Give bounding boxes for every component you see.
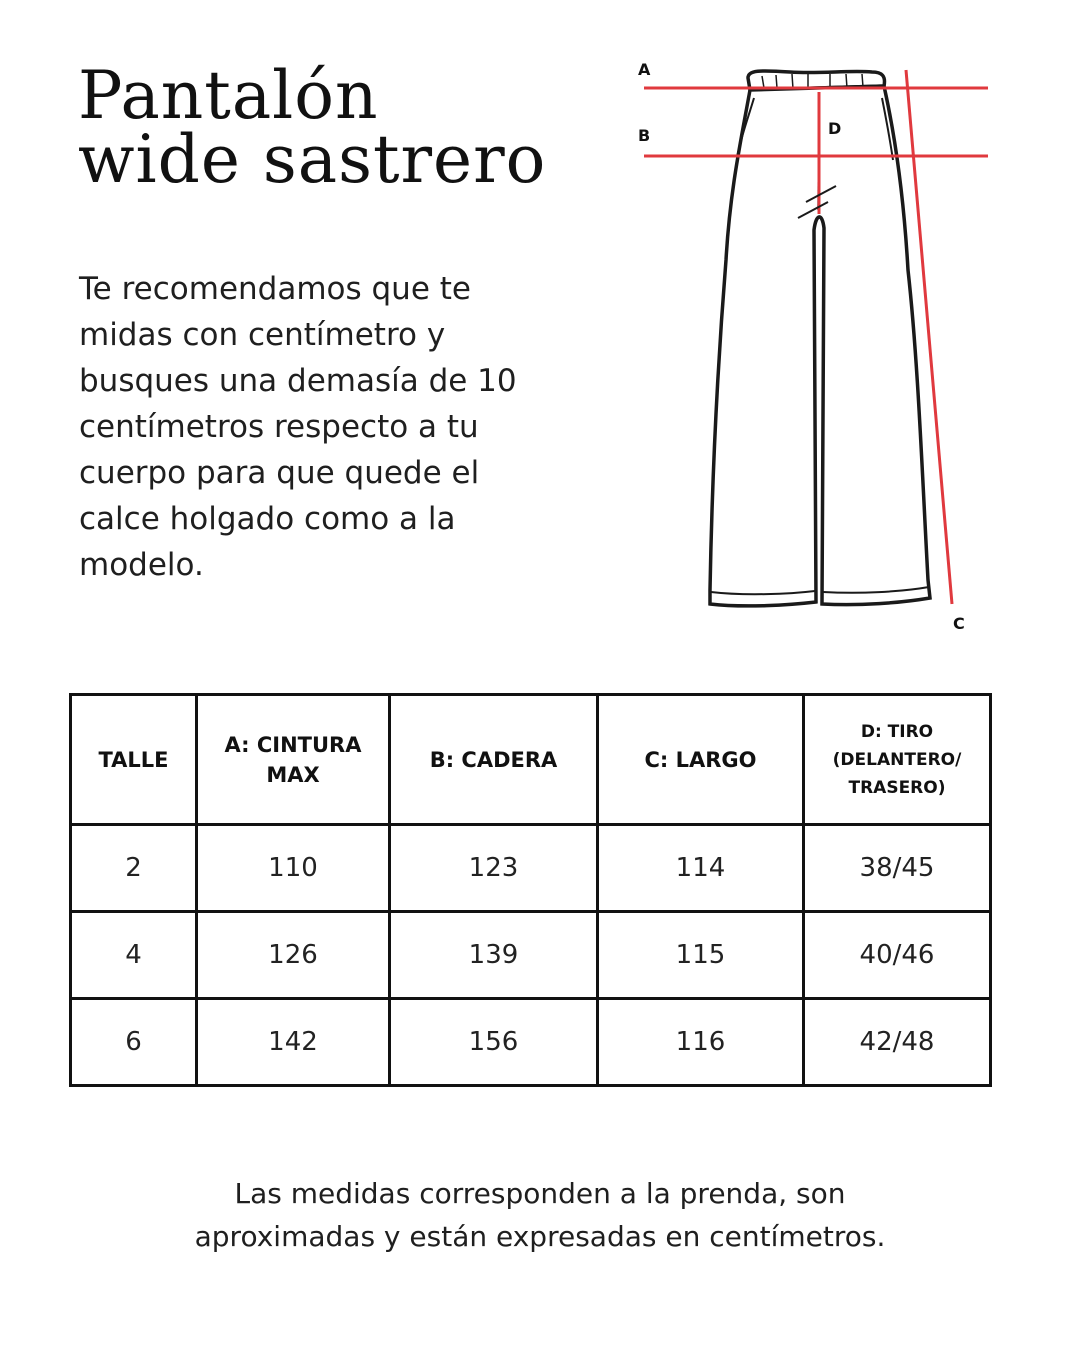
header-tiro: D: TIRO (DELANTERO/ TRASERO) — [804, 695, 991, 825]
cell-cintura: 142 — [197, 999, 390, 1086]
label-c: C — [953, 614, 965, 633]
table-row — [71, 825, 991, 912]
cell-cadera: 156 — [390, 999, 598, 1086]
label-b: B — [638, 126, 651, 145]
header-talle: TALLE — [71, 695, 197, 825]
cell-largo: 116 — [598, 999, 804, 1086]
label-a: A — [638, 60, 651, 79]
cell-talle: 4 — [71, 912, 197, 999]
title-line-2: wide sastrero — [78, 121, 547, 198]
header-cintura: A: CINTURA MAX — [197, 695, 390, 825]
cell-tiro: 40/46 — [804, 912, 991, 999]
table-row — [71, 999, 991, 1086]
header-largo: C: LARGO — [598, 695, 804, 825]
cell-cadera: 139 — [390, 912, 598, 999]
cell-cintura: 126 — [197, 912, 390, 999]
label-d: D — [828, 119, 842, 138]
cell-cadera: 123 — [390, 825, 598, 912]
cell-largo: 114 — [598, 825, 804, 912]
title-line-1: Pantalón — [78, 57, 379, 134]
cell-largo: 115 — [598, 912, 804, 999]
cell-talle: 6 — [71, 999, 197, 1086]
cell-talle: 2 — [71, 825, 197, 912]
cell-tiro: 38/45 — [804, 825, 991, 912]
pants-measurement-diagram — [620, 50, 1020, 650]
table-header-row — [71, 695, 991, 825]
cell-cintura: 110 — [197, 825, 390, 912]
header-cadera: B: CADERA — [390, 695, 598, 825]
table-row — [71, 912, 991, 999]
product-title — [78, 57, 547, 198]
cell-tiro: 42/48 — [804, 999, 991, 1086]
size-chart-table — [69, 693, 992, 1087]
measurement-note: Las medidas corresponden a la prenda, son aproximadas y están expresadas en centímetros. — [194, 1177, 886, 1253]
measuring-advice: Te recomendamos que te midas con centímetro y busques una demasía de 10 centímetros respecto a tu cuerpo para que quede el calce holgado como a la modelo. — [79, 271, 517, 583]
